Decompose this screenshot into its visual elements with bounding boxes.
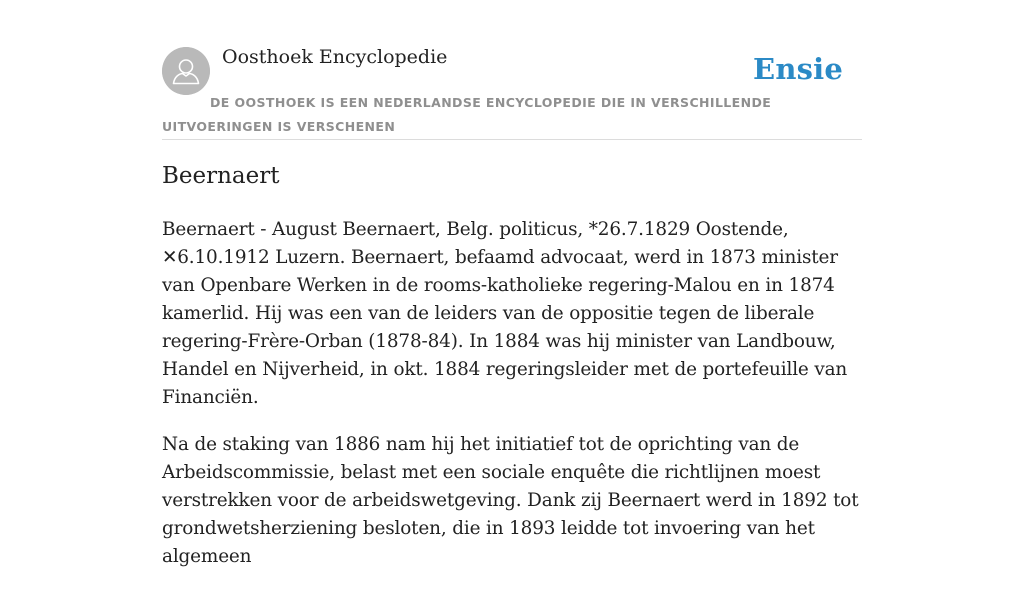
publication-header bbox=[162, 0, 862, 140]
article-paragraph: Na de staking van 1886 nam hij het initiatief tot de oprichting van de Arbeidscommissie, belast met een sociale enquête die richtlijnen moest verstrekken voor de arbeidswetgeving. Dank zij Beernaert werd in 1892 tot grondwetsherziening besloten, die in 1893 leidde tot invoering van het algemeen bbox=[162, 434, 859, 567]
user-silhouette-icon bbox=[162, 47, 210, 95]
publication-avatar[interactable] bbox=[162, 47, 210, 95]
publication-title[interactable]: Oosthoek Encyclopedie bbox=[222, 46, 448, 68]
article-title: Beernaert bbox=[162, 163, 280, 189]
article-paragraph: Beernaert - August Beernaert, Belg. politicus, *26.7.1829 Oostende, ✕6.10.1912 Luzern. Beernaert, befaamd advocaat, werd in 1873 minister van Openbare Werken in de rooms-katholieke regering-Malou en in 1874 kamerlid. Hij was een van de leiders van de oppositie tegen de liberale regering-Frère-Orban (1878-84). In 1884 was hij minister van Landbouw, Handel en Nijverheid, in okt. 1884 regeringsleider met de portefeuille van Financiën. bbox=[162, 219, 848, 408]
page-container bbox=[162, 0, 862, 567]
article-body bbox=[162, 216, 864, 590]
publication-description: DE OOSTHOEK IS EEN NEDERLANDSE ENCYCLOPEDIE DIE IN VERSCHILLENDE UITVOERINGEN IS VERSCHENEN bbox=[162, 95, 772, 134]
ensie-logo[interactable]: Ensie bbox=[753, 52, 843, 86]
